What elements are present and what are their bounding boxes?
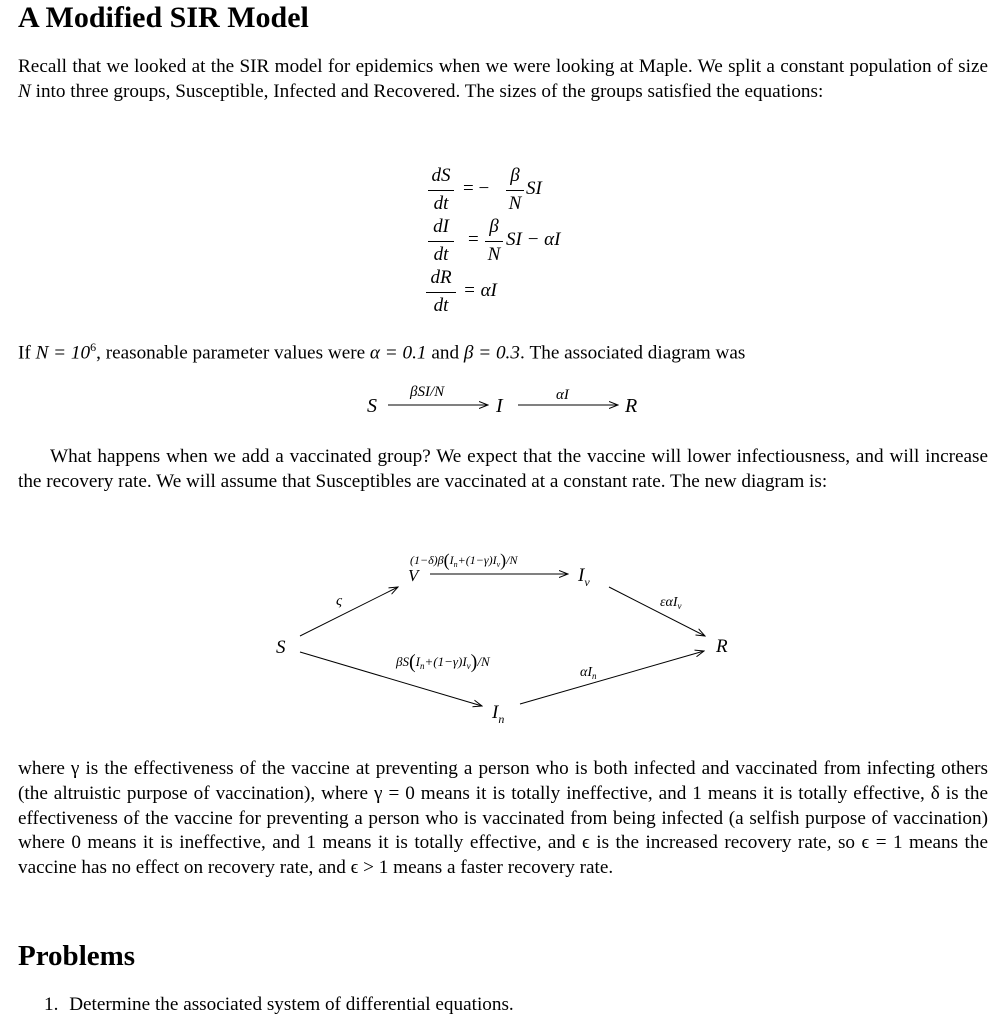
eq3-numerator: dR (430, 267, 452, 288)
eq2-equals: = (468, 229, 479, 250)
params-text-b: , reasonable parameter values were (96, 342, 370, 364)
eq2-coef-num: β (489, 216, 499, 237)
diagram2-node-s: S (276, 637, 286, 658)
eq3-denominator: dt (433, 295, 449, 316)
params-text-d: . The associated diagram was (519, 342, 746, 364)
vaccination-paragraph: What happens when we add a vaccinated group? We expect that the vaccine will lower infectiousness, and will increase the recovery rate. We will assume that Susceptibles are vaccinated at a constant rate. The new diagram is: (18, 446, 988, 492)
sir-equations (420, 165, 620, 325)
eq2-tail: SI − αI (506, 229, 561, 250)
params-beta: β = 0.3 (463, 342, 520, 364)
problem-item-1 (44, 993, 514, 1017)
params-exponent: 6 (90, 340, 97, 354)
eq1-coef-den: N (508, 193, 522, 214)
diagram2-label-in-r: $\alpha I_n$ (580, 665, 597, 681)
eq3-rhs: = αI (463, 280, 497, 301)
diagram2-label-iv-r: εαI$_v$ (660, 595, 682, 611)
eq1-fraction-bar (428, 190, 454, 191)
intro-var-n: N (18, 80, 31, 102)
diagram2-arrow-iv-r (609, 587, 705, 636)
eq1-equals: = − (463, 178, 490, 199)
diagram1-label-i-r: αI (556, 387, 569, 403)
intro-text-a: Recall that we looked at the SIR model for epidemics when we were looking at Maple. We split a constant population of size (18, 56, 988, 77)
diagram2-arrow-s-v (300, 587, 398, 636)
problems-heading: Problems (18, 940, 136, 972)
params-alpha: α = 0.1 (369, 342, 427, 364)
eq2-coef-bar (485, 241, 503, 242)
params-text-c: and (426, 342, 464, 364)
problem-number: 1. (44, 994, 59, 1015)
eq1-numerator: dS (431, 165, 451, 186)
eq1-coef-num: β (510, 165, 520, 186)
diagram2-node-in: $I_n$ (492, 702, 505, 726)
intro-paragraph (18, 55, 988, 105)
vaccination-diagram (0, 540, 1000, 740)
diagram1-node-i: I (496, 395, 503, 417)
eq1-tail: SI (526, 178, 542, 199)
params-n: N = 10 (35, 342, 91, 364)
sir-diagram (0, 370, 1000, 430)
eq2-coef-den: N (487, 244, 501, 265)
eq2-denominator: dt (433, 244, 449, 265)
page-title: A Modified SIR Model (18, 1, 309, 34)
eq2-numerator: dI (433, 216, 449, 237)
explanation-paragraph: where γ is the effectiveness of the vaccine at preventing a person who is both infected and vaccinated from infecting others (the altruistic purpose of vaccination), where γ = 0 means it is totally ineffective, and 1 means it is totally effective, δ is the effectiveness of the vaccine for preventing a person who is vaccinated from being infected (a selfish purpose of vaccination) where 0 means it is ineffective, and 1 means it is totally effective, and ϵ is the increased recovery rate, so ϵ = 1 means the vaccine has no effect on recovery rate, and ϵ > 1 means a faster recovery rate. (18, 758, 988, 879)
diagram2-node-v: V (408, 566, 419, 585)
diagram2-arrow-in-r (520, 651, 704, 704)
eq1-coef-bar (506, 190, 524, 191)
eq3-fraction-bar (426, 292, 456, 293)
diagram2-label-s-v: ς (336, 593, 343, 609)
diagram2-label-s-in: $\beta S(I_n+(1-\gamma)I_v)/N$ (396, 651, 490, 673)
intro-text-b: into three groups, Susceptible, Infected and Recovered. The sizes of the groups satisfied the equations: (30, 80, 824, 102)
diagram1-node-s: S (367, 395, 377, 417)
diagram2-label-v-iv: $(1-\delta)\beta(I_n+(1-\gamma)I_v)/N$ (410, 550, 518, 570)
eq2-fraction-bar (428, 241, 454, 242)
params-text-a: If (18, 342, 36, 364)
diagram2-node-iv: $I_v$ (578, 565, 590, 589)
diagram2-node-r: R (716, 636, 728, 657)
parameters-sentence (18, 335, 988, 366)
problem-text: Determine the associated system of differential equations. (69, 994, 514, 1015)
diagram1-node-r: R (625, 395, 638, 417)
eq1-denominator: dt (433, 193, 449, 214)
diagram1-label-s-i: βSI/N (410, 384, 445, 400)
